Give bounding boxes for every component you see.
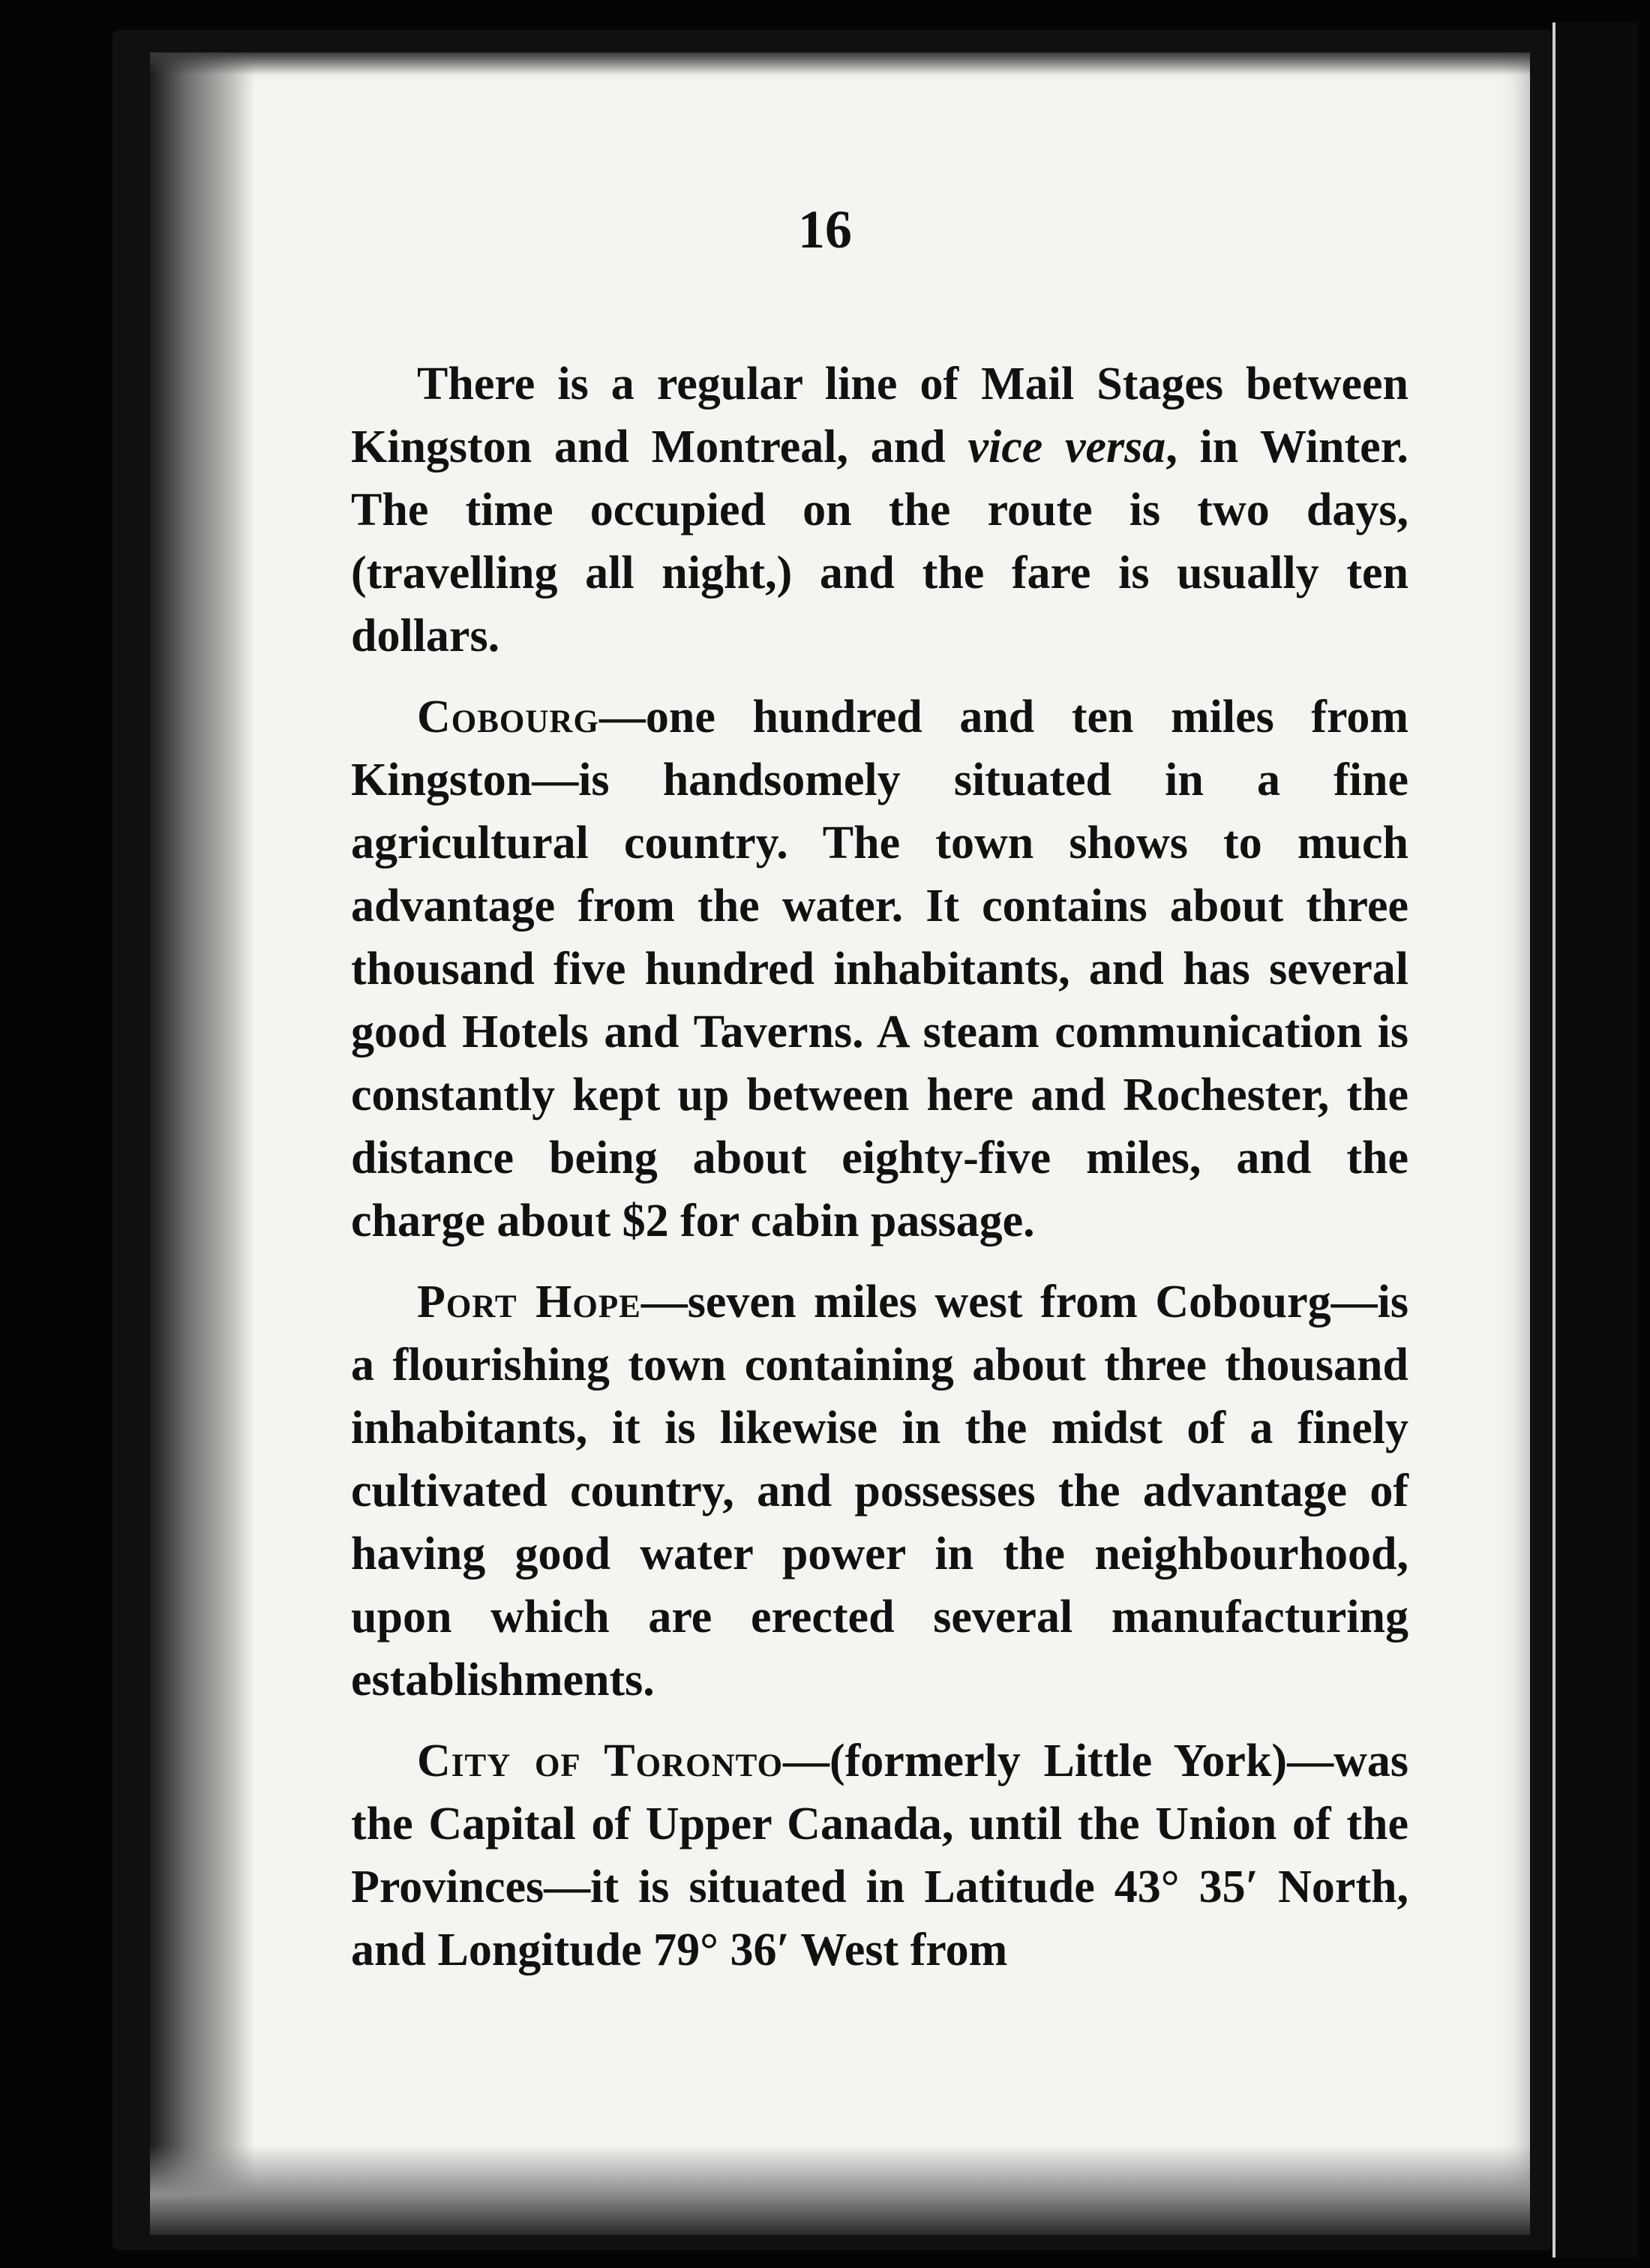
text-segment: —seven miles west from Cobourg—is a flourishing town containing about three thousand inhabitants, it is likewise in the midst of a finely cultivated country, and possesses the advantage of having good water power in the neighbourhood, upon which are erected several manufacturing establishments. <box>351 1276 1408 1706</box>
paragraph-cobourg <box>351 686 1408 1252</box>
text-segment: —one hundred and ten miles from Kingston—is handsomely situated in a fine agricultural country. The town shows to much advantage from the water. It contains about three thousand five hundred inhabitants, and has several good Hotels and Taverns. A steam communication is constantly kept up between here and Rochester, the distance being about eighty-five miles, and the charge about $2 for cabin passage. <box>351 692 1408 1246</box>
text-segment: —(formerly Little York)—was the Capital of Upper Canada, until the Union of the Provinces—it is situated in Latitude 43° 35′ North, and Longitude 79° 36′ West from <box>351 1736 1408 1976</box>
page-number: 16 <box>798 200 852 260</box>
page-gutter-shadow <box>150 52 255 2235</box>
page-bottom-shadow <box>150 2145 1530 2235</box>
adjacent-page-edge <box>1552 22 1638 2258</box>
place-heading-cobourg: Cobourg <box>417 692 599 742</box>
page-top-shadow <box>150 52 1530 75</box>
paragraph-toronto <box>351 1730 1408 1982</box>
text-segment-italic: vice versa <box>968 422 1166 472</box>
text-segment: , in Winter. The time occupied on the route is two days, (travelling all night,) and the fare is usually ten dollars. <box>351 422 1409 662</box>
text-segment: There is a regular line of Mail Stages between Kingston and Montreal, and <box>351 358 1408 472</box>
place-heading-toronto: City of Toronto <box>417 1736 784 1786</box>
page-text <box>351 352 1408 1982</box>
place-heading-port-hope: Port Hope <box>417 1276 641 1328</box>
paragraph-port-hope <box>351 1270 1408 1712</box>
paragraph-mail-stages <box>351 352 1408 668</box>
